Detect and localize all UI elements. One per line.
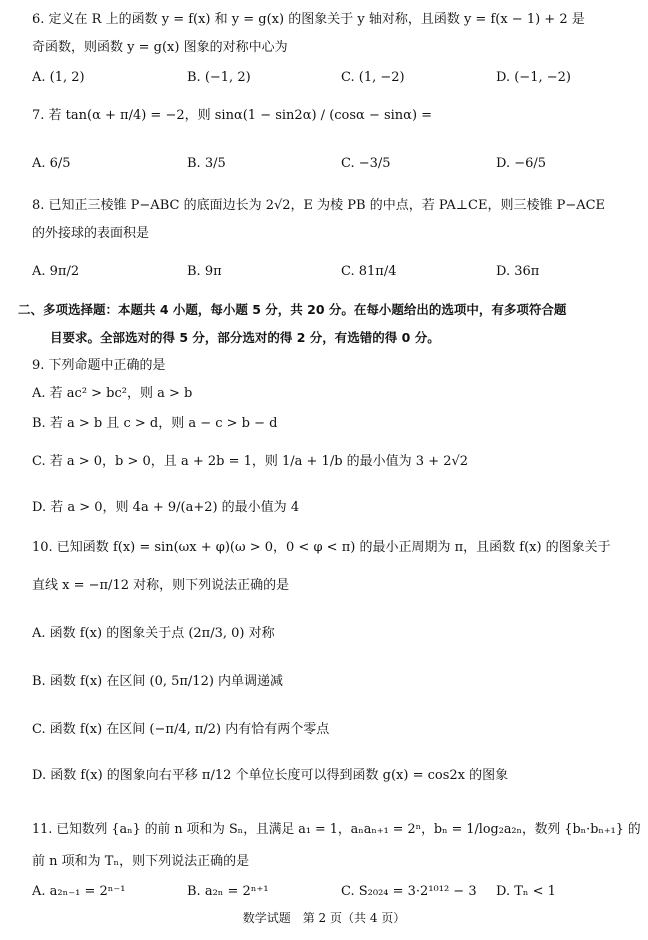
q9-stem: 9. 下列命题中正确的是 — [32, 358, 166, 373]
q11-stem-line1: 11. 已知数列 {aₙ} 的前 n 项和为 Sₙ，且满足 a₁ = 1，aₙaₙ₊₁ = 2ⁿ，bₙ = 1/log₂a₂ₙ，数列 {bₙ·bₙ₊₁} 的 — [32, 822, 641, 837]
q6-option-b: B. (−1, 2) — [187, 70, 251, 85]
q10-option-b: B. 函数 f(x) 在区间 (0, 5π/12) 内单调递减 — [32, 674, 284, 689]
q10-option-a: A. 函数 f(x) 的图象关于点 (2π/3, 0) 对称 — [32, 626, 275, 641]
q11-option-c: C. S₂₀₂₄ = 3·2¹⁰¹² − 3 — [341, 884, 477, 899]
q11-option-a: A. a₂ₙ₋₁ = 2ⁿ⁻¹ — [32, 884, 126, 899]
q7-option-c: C. −3/5 — [341, 156, 391, 171]
q8-option-a: A. 9π/2 — [32, 264, 80, 279]
q8-option-b: B. 9π — [187, 264, 222, 279]
q11-stem-line2: 前 n 项和为 Tₙ，则下列说法正确的是 — [32, 854, 250, 869]
q10-option-d: D. 函数 f(x) 的图象向右平移 π/12 个单位长度可以得到函数 g(x) = cos2x 的图象 — [32, 768, 509, 783]
q6-stem-line2: 奇函数，则函数 y = g(x) 图象的对称中心为 — [32, 40, 288, 55]
section2-heading-line2: 目要求。全部选对的得 5 分，部分选对的得 2 分，有选错的得 0 分。 — [50, 330, 440, 345]
q6-stem-line1: 6. 定义在 R 上的函数 y = f(x) 和 y = g(x) 的图象关于 y 轴对称，且函数 y = f(x − 1) + 2 是 — [32, 12, 585, 27]
q8-stem-line2: 的外接球的表面积是 — [32, 226, 150, 241]
q6-option-a: A. (1, 2) — [32, 70, 85, 85]
q8-stem-line1: 8. 已知正三棱锥 P−ABC 的底面边长为 2√2，E 为棱 PB 的中点，若 PA⊥CE，则三棱锥 P−ACE — [32, 198, 606, 213]
q10-option-c: C. 函数 f(x) 在区间 (−π/4, π/2) 内有恰有两个零点 — [32, 722, 330, 737]
q9-option-a: A. 若 ac² > bc²，则 a > b — [32, 386, 193, 401]
q7-option-b: B. 3/5 — [187, 156, 226, 171]
q11-option-b: B. a₂ₙ = 2ⁿ⁺¹ — [187, 884, 269, 899]
q10-stem-line1: 10. 已知函数 f(x) = sin(ωx + φ)(ω > 0，0 < φ < π) 的最小正周期为 π，且函数 f(x) 的图象关于 — [32, 540, 611, 555]
q9-option-c: C. 若 a > 0，b > 0，且 a + 2b = 1，则 1/a + 1/b 的最小值为 3 + 2√2 — [32, 454, 469, 469]
q9-option-b: B. 若 a > b 且 c > d，则 a − c > b − d — [32, 416, 278, 431]
q7-option-a: A. 6/5 — [32, 156, 71, 171]
section2-heading-line1: 二、多项选择题：本题共 4 小题，每小题 5 分，共 20 分。在每小题给出的选项中，有多项符合题 — [18, 302, 567, 317]
q8-option-d: D. 36π — [496, 264, 540, 279]
page-footer: 数学试题 第 2 页（共 4 页） — [242, 911, 406, 925]
q8-option-c: C. 81π/4 — [341, 264, 397, 279]
q6-option-c: C. (1, −2) — [341, 70, 405, 85]
q9-option-d: D. 若 a > 0，则 4a + 9/(a+2) 的最小值为 4 — [32, 500, 300, 515]
q11-option-d: D. Tₙ < 1 — [496, 884, 556, 899]
q7-option-d: D. −6/5 — [496, 156, 547, 171]
q6-option-d: D. (−1, −2) — [496, 70, 571, 85]
q10-stem-line2: 直线 x = −π/12 对称，则下列说法正确的是 — [32, 578, 290, 593]
q7-stem: 7. 若 tan(α + π/4) = −2，则 sinα(1 − sin2α) / (cosα − sinα) = — [32, 108, 433, 123]
